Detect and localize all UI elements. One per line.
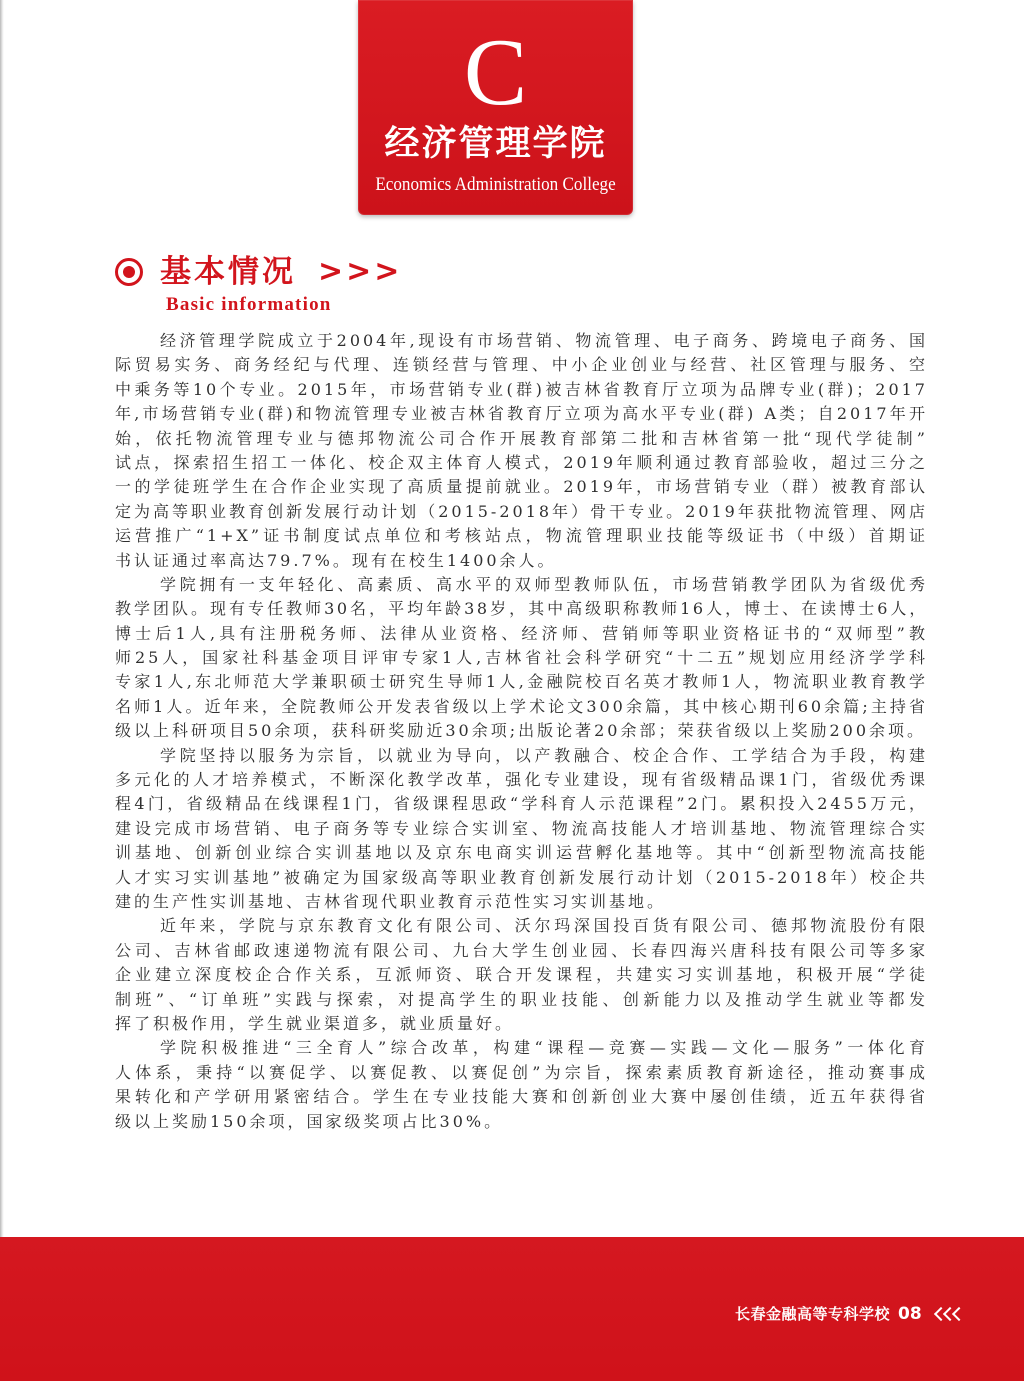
body-line: [115, 841, 928, 865]
body-paragraph: [115, 329, 928, 573]
banner-title-english-wrap: [358, 172, 633, 198]
body-paragraph: [115, 1036, 928, 1134]
body-line-text: 学院坚持以服务为宗旨，以就业为导向，以产教融合、校企合作、工学结合为手段，构建: [160, 745, 928, 765]
body-line-text: 学院拥有一支年轻化、高素质、高水平的双师型教师队伍，市场营销教学团队为省级优秀: [160, 574, 928, 594]
body-line-text: 书认证通过率高达79.7%。现有在校生1400余人。: [115, 550, 557, 570]
banner-title-chinese: 经济管理学院: [384, 124, 607, 164]
body-line: [115, 646, 928, 670]
body-line-text: 始，依托物流管理专业与德邦物流公司合作开展教育部第二批和吉林省第一批“现代学徒制”: [115, 428, 928, 448]
body-line: [115, 329, 928, 353]
body-line: [115, 695, 928, 719]
body-line: [115, 402, 928, 426]
body-line-text: 程4门，省级精品在线课程1门，省级课程思政“学科育人示范课程”2门。累积投入2455万元，: [115, 794, 928, 814]
body-line-text: 一的学徒班学生在合作企业实现了高质量提前就业。2019年，市场营销专业（群）被教育部认: [115, 477, 928, 497]
body-paragraph: [115, 573, 928, 744]
body-line: [115, 792, 928, 816]
college-banner: [358, 0, 633, 215]
section-subtitle: Basic information: [166, 294, 332, 315]
body-line-text: 教学团队。现有专任教师30名，平均年龄38岁，其中高级职称教师16人，博士、在读博士6人，: [115, 599, 928, 619]
body-line: [115, 500, 928, 524]
body-line-text: 定为高等职业教育创新发展行动计划（2015-2018年）骨干专业。2019年获批物流管理、网店: [115, 501, 928, 521]
body-line-text: 建的生产性实训基地、吉林省现代职业教育示范性实习实训基地。: [115, 891, 667, 911]
body-line: [115, 524, 928, 548]
body-line-text: 多元化的人才培养模式，不断深化教学改革，强化专业建设，现有省级精品课1门，省级优秀课: [115, 770, 928, 790]
body-line: [115, 719, 928, 743]
body-line: [115, 890, 928, 914]
body-line: [115, 1036, 928, 1060]
body-line-text: 制班”、“订单班”实践与探索，对提高学生的职业技能、创新能力以及推动学生就业等都发: [115, 989, 928, 1009]
body-line: [115, 549, 928, 573]
body-line: [115, 866, 928, 890]
body-line: [115, 963, 928, 987]
body-line: [115, 988, 928, 1012]
body-line: [115, 768, 928, 792]
body-line-text: 学院积极推进“三全育人”综合改革，构建“课程—竞赛—实践—文化—服务”一体化育: [160, 1038, 928, 1058]
body-paragraph: [115, 914, 928, 1036]
body-line: [115, 744, 928, 768]
body-line: [115, 1110, 928, 1134]
body-line-text: 人才实习实训基地”被确定为国家级高等职业教育创新发展行动计划（2015-2018年）校企共: [115, 867, 928, 887]
body-line: [115, 451, 928, 475]
body-line-text: 师25人，国家社科基金项目评审专家1人,吉林省社会科学研究“十二五”规划应用经济学学科: [115, 648, 928, 668]
body-line-text: 际贸易实务、商务经纪与代理、连锁经营与管理、中小企业创业与经营、社区管理与服务、空: [115, 355, 928, 375]
body-line-text: 企业建立深度校企合作关系，互派师资、联合开发课程，共建实习实训基地，积极开展“学徒: [115, 965, 928, 985]
body-line: [115, 475, 928, 499]
body-line-text: 级以上科研项目50余项，获科研奖励近30余项;出版论著20余部；荣获省级以上奖励200余项。: [115, 721, 927, 741]
body-line: [115, 378, 928, 402]
body-line-text: 试点，探索招生招工一体化、校企双主体育人模式，2019年顺利通过教育部验收，超过三分之: [115, 452, 928, 472]
body-text: [115, 329, 928, 1134]
body-line: [115, 1061, 928, 1085]
body-line-text: 运营推广“1+X”证书制度试点单位和考核站点，物流管理职业技能等级证书（中级）首期证: [115, 526, 928, 546]
banner-letter: C: [463, 19, 528, 125]
body-line-text: 训基地、创新创业综合实训基地以及京东电商实训运营孵化基地等。其中“创新型物流高技能: [115, 843, 928, 863]
page-number: 08: [898, 1304, 922, 1324]
banner-title-english: Economics Administration College: [375, 174, 616, 195]
body-line: [115, 914, 928, 938]
body-line-text: 公司、吉林省邮政速递物流有限公司、九台大学生创业园、长春四海兴唐科技有限公司等多家: [115, 940, 928, 960]
body-line-text: 年,市场营销专业(群)和物流管理专业被吉林省教育厅立项为高水平专业(群) A类；自2017年开: [115, 404, 928, 424]
body-line-text: 人体系，秉持“以赛促学、以赛促教、以赛促创”为宗旨，探索素质教育新途径，推动赛事成: [115, 1062, 928, 1082]
body-line: [115, 622, 928, 646]
body-paragraph: [115, 744, 928, 915]
section-arrows: >>>: [318, 254, 403, 289]
body-line: [115, 1085, 928, 1109]
body-line-text: 专家1人,东北师范大学兼职硕士研究生导师1人,金融院校百名英才教师1人，物流职业教育教学: [115, 672, 928, 692]
target-circle-dot: [123, 266, 135, 278]
body-line-text: 果转化和产学研用紧密结合。学生在专业技能大赛和创新创业大赛中屡创佳绩，近五年获得省: [115, 1087, 928, 1107]
body-line: [115, 670, 928, 694]
body-line: [115, 427, 928, 451]
body-line: [115, 353, 928, 377]
body-line: [115, 597, 928, 621]
body-line: [115, 817, 928, 841]
body-line-text: 经济管理学院成立于2004年,现设有市场营销、物流管理、电子商务、跨境电子商务、国: [160, 331, 928, 350]
chevron-left-icon: [952, 1307, 966, 1321]
footer: [735, 1302, 970, 1326]
body-line-text: 中乘务等10个专业。2015年，市场营销专业(群)被吉林省教育厅立项为品牌专业(群)；2017: [115, 379, 928, 399]
body-line: [115, 939, 928, 963]
body-line-text: 建设完成市场营销、电子商务等专业综合实训室、物流高技能人才培训基地、物流管理综合实: [115, 818, 928, 838]
body-line-text: 近年来，学院与京东教育文化有限公司、沃尔玛深国投百货有限公司、德邦物流股份有限: [160, 916, 928, 936]
section-title: 基本情况: [160, 254, 296, 290]
footer-school-name: 长春金融高等专科学校: [735, 1305, 891, 1323]
target-circle-icon: [115, 258, 143, 286]
body-line-text: 挥了积极作用，学生就业渠道多，就业质量好。: [115, 1013, 515, 1033]
double-chevron-left-icon: [930, 1302, 970, 1326]
body-line: [115, 573, 928, 597]
body-line-text: 名师1人。近年来，全院教师公开发表省级以上学术论文300余篇，其中核心期刊60余篇;主持省: [115, 696, 928, 716]
page-edge-shadow: [0, 0, 4, 1237]
body-line-text: 博士后1人,具有注册税务师、法律从业资格、经济师、营销师等职业资格证书的“双师型”教: [115, 623, 928, 643]
body-line-text: 级以上奖励150余项，国家级奖项占比30%。: [115, 1111, 504, 1131]
body-line: [115, 1012, 928, 1036]
